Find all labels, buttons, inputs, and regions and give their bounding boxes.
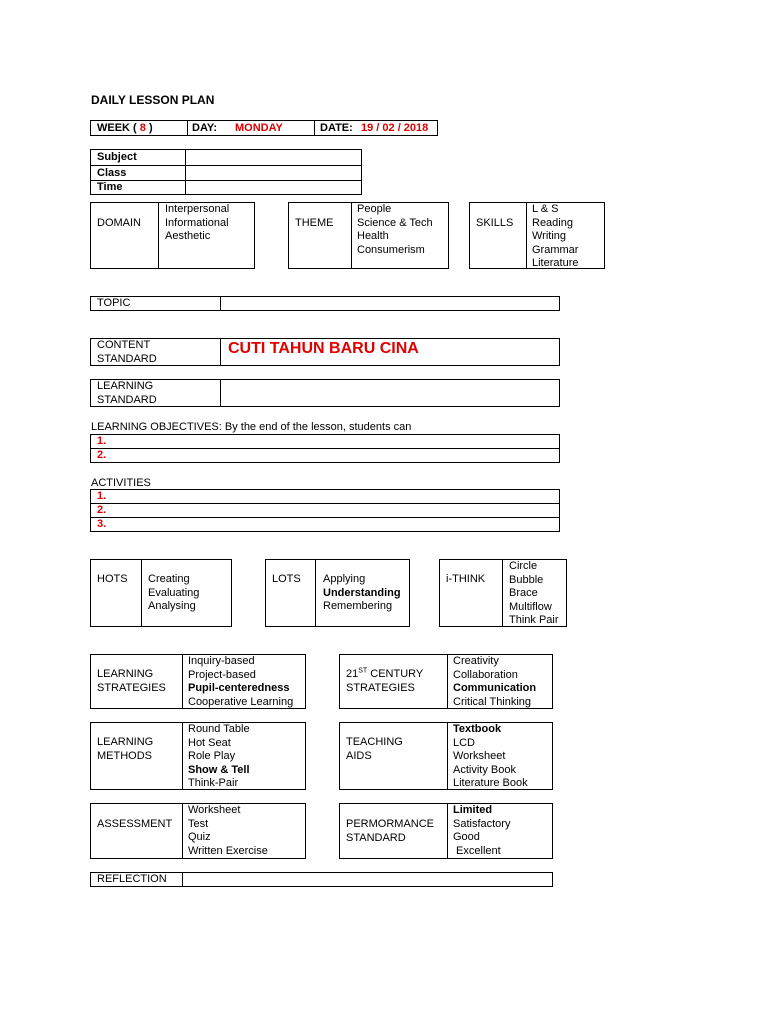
class-label: Class — [97, 167, 127, 179]
lots-box — [265, 559, 410, 627]
day-value: MONDAY — [235, 122, 283, 134]
domain-box — [90, 202, 255, 269]
activity-item: 3. — [97, 518, 107, 530]
ithink-label: i-THINK — [446, 573, 486, 585]
assessment-box — [90, 803, 306, 859]
lots-label: LOTS — [272, 573, 301, 585]
performance-standard-box — [339, 803, 553, 859]
day-label: DAY: — [192, 122, 218, 134]
theme-label: THEME — [295, 217, 334, 229]
learning-strategies-box — [90, 654, 306, 709]
reflection-row — [90, 872, 553, 887]
teaching-aids-label: TEACHING AIDS — [346, 736, 403, 762]
learning-methods-box — [90, 722, 306, 790]
objective-item: 2. — [97, 449, 107, 461]
page-title: DAILY LESSON PLAN — [91, 93, 215, 107]
date-label: DATE: — [320, 122, 353, 134]
performance-standard-items: Limited Satisfactory Good Excellent — [453, 804, 511, 857]
learning-standard-row — [90, 379, 560, 407]
activity-item: 1. — [97, 490, 107, 502]
century-strategies-box — [339, 654, 553, 709]
ithink-items: Circle Bubble Brace Multiflow Think Pair — [509, 560, 559, 626]
subject-label: Subject — [97, 151, 137, 163]
learning-strategies-label: LEARNING STRATEGIES — [97, 668, 166, 694]
teaching-aids-box — [339, 722, 553, 790]
hots-label: HOTS — [97, 573, 128, 585]
learning-strategies-items: Inquiry-based Project-based Pupil-centeredness Cooperative Learning — [188, 655, 294, 708]
week-day-date-bar — [90, 120, 438, 136]
activities-heading: ACTIVITIES — [91, 477, 151, 489]
assessment-items: Worksheet Test Quiz Written Exercise — [188, 804, 268, 857]
learning-methods-label: LEARNING METHODS — [97, 736, 154, 762]
century-strategies-label: 21ST CENTURY STRATEGIES — [346, 667, 424, 694]
objective-item: 1. — [97, 435, 107, 447]
skills-box — [469, 202, 605, 269]
date-value: 19 / 02 / 2018 — [361, 122, 429, 134]
hots-items: Creating Evaluating Analysing — [148, 573, 200, 612]
reflection-label: REFLECTION — [97, 873, 167, 885]
objectives-heading: LEARNING OBJECTIVES: By the end of the lesson, students can — [91, 421, 412, 433]
theme-box — [288, 202, 449, 269]
activities-table — [90, 489, 560, 532]
domain-items: Interpersonal Informational Aesthetic — [165, 203, 230, 242]
subject-class-time-table — [90, 149, 362, 195]
hots-box — [90, 559, 232, 627]
topic-row — [90, 296, 560, 311]
assessment-label: ASSESSMENT — [97, 818, 173, 830]
theme-items: People Science & Tech Health Consumerism — [357, 203, 433, 256]
domain-label: DOMAIN — [97, 217, 141, 229]
performance-standard-label: PERMORMANCE STANDARD — [346, 818, 435, 844]
content-standard-value: CUTI TAHUN BARU CINA — [228, 340, 419, 357]
week-label: WEEK ( 8 ) — [97, 122, 153, 134]
century-strategies-items: Creativity Collaboration Communication Critical Thinking — [453, 655, 537, 708]
week-value: 8 — [139, 122, 146, 134]
skills-label: SKILLS — [476, 217, 514, 229]
teaching-aids-items: Textbook LCD Worksheet Activity Book Literature Book — [453, 723, 528, 789]
time-label: Time — [97, 181, 123, 193]
activity-item: 2. — [97, 504, 107, 516]
content-standard-row — [90, 338, 560, 366]
skills-items: L & S Reading Writing Grammar Literature — [532, 203, 579, 269]
learning-standard-label: LEARNING STANDARD — [97, 380, 157, 406]
lots-items: Applying Understanding Remembering — [323, 573, 401, 612]
content-standard-label: CONTENT STANDARD — [97, 339, 157, 365]
ithink-box — [439, 559, 567, 627]
topic-label: TOPIC — [97, 297, 131, 309]
learning-methods-items: Round Table Hot Seat Role Play Show & Tell Think-Pair — [188, 723, 250, 789]
objectives-table — [90, 434, 560, 463]
